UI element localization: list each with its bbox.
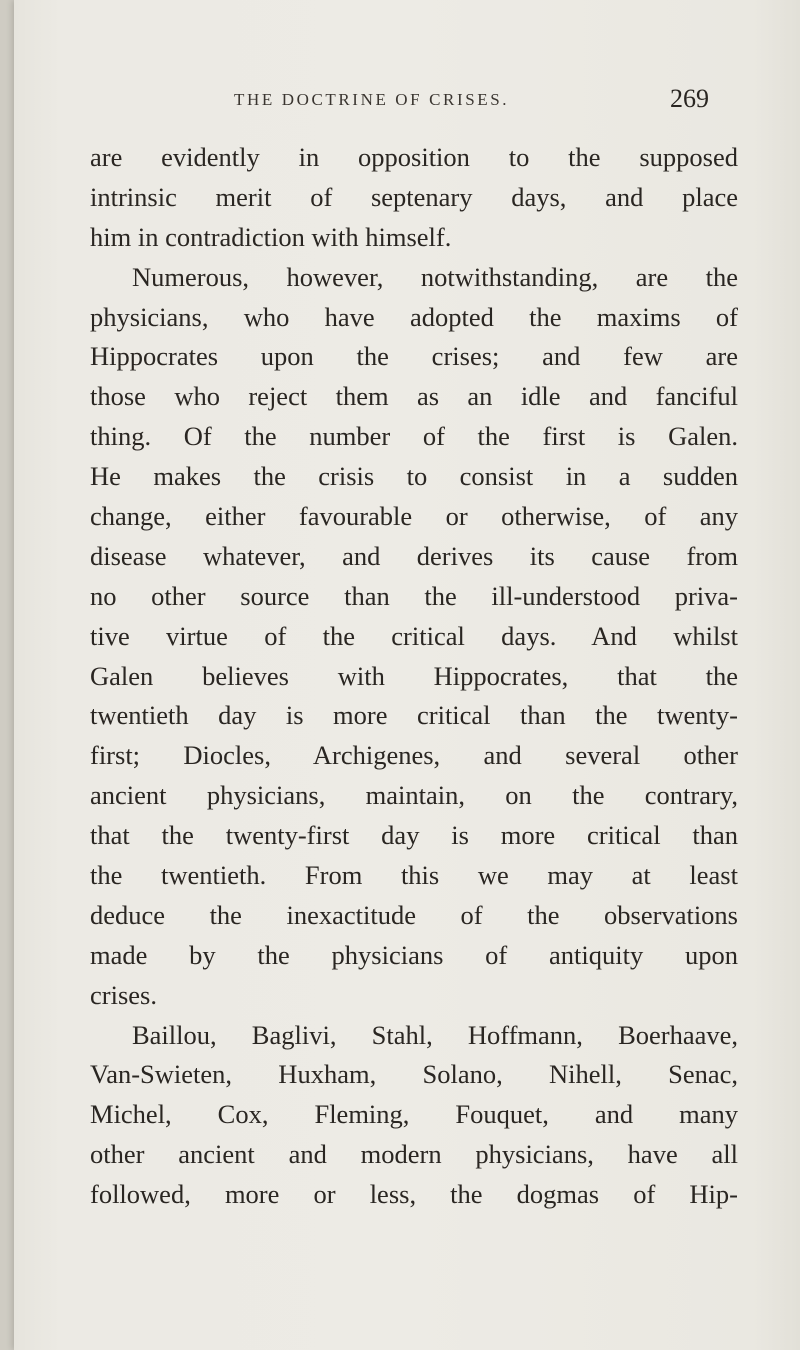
running-head	[14, 86, 800, 118]
text-line: no other source than the ill-understood priva-	[90, 580, 738, 611]
text-line: those who reject them as an idle and fanciful	[90, 381, 738, 412]
text-line: made by the physicians of antiquity upon	[90, 939, 738, 970]
text-line: Numerous, however, notwithstanding, are the	[132, 261, 738, 292]
text-line: followed, more or less, the dogmas of Hip-	[90, 1179, 738, 1210]
text-line: crises.	[90, 979, 157, 1010]
text-line: first; Diocles, Archigenes, and several other	[90, 740, 738, 771]
text-line: He makes the crisis to consist in a sudden	[90, 461, 738, 492]
text-line: are evidently in opposition to the supposed	[90, 142, 738, 172]
text-line: him in contradiction with himself.	[90, 221, 452, 252]
text-line: thing. Of the number of the first is Galen.	[90, 421, 738, 452]
text-line: Hippocrates upon the crises; and few are	[90, 341, 738, 372]
page-gutter	[0, 0, 14, 1350]
book-page	[14, 0, 800, 1350]
text-line: physicians, who have adopted the maxims of	[90, 301, 738, 332]
running-title: THE DOCTRINE OF CRISES.	[234, 90, 510, 109]
text-line: Van-Swieten, Huxham, Solano, Nihell, Senac,	[90, 1059, 738, 1090]
body-text	[90, 138, 738, 1215]
text-line: Baillou, Baglivi, Stahl, Hoffmann, Boerhaave,	[132, 1019, 738, 1050]
text-line: intrinsic merit of septenary days, and place	[90, 181, 738, 212]
text-line: change, either favourable or otherwise, of any	[90, 501, 738, 532]
text-line: deduce the inexactitude of the observations	[90, 899, 738, 930]
page-number: 269	[670, 84, 709, 113]
text-line: ancient physicians, maintain, on the contrary,	[90, 780, 738, 811]
text-line: twentieth day is more critical than the twenty-	[90, 700, 738, 731]
text-line: Galen believes with Hippocrates, that the	[90, 660, 738, 691]
text-line: Michel, Cox, Fleming, Fouquet, and many	[90, 1099, 738, 1130]
text-line: other ancient and modern physicians, have all	[90, 1139, 738, 1170]
text-line: that the twenty-first day is more critical than	[90, 820, 738, 851]
text-line: tive virtue of the critical days. And whilst	[90, 620, 738, 651]
text-line: disease whatever, and derives its cause from	[90, 540, 738, 571]
text-line: the twentieth. From this we may at least	[90, 860, 738, 891]
